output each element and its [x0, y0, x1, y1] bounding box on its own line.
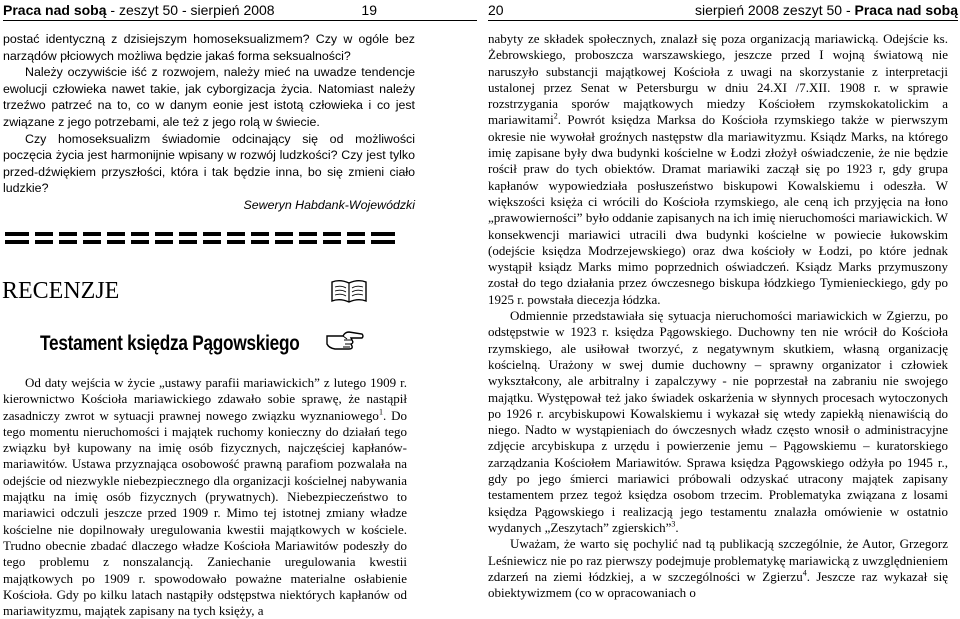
right-header-text — [695, 0, 958, 20]
review-body-right — [488, 31, 948, 601]
left-header-title: Praca nad sobą — [3, 2, 107, 18]
footnote-ref-3[interactable]: 3 — [671, 519, 676, 529]
essay-paragraph-1: postać identyczną z dzisiejszym homoseksualizmem? Czy w ogóle bez narządów płciowych możliwa będzie jakaś forma seksualności? — [3, 32, 415, 63]
left-page-number: 19 — [361, 2, 377, 18]
footnote-ref-4[interactable]: 4 — [802, 568, 807, 578]
right-header-title: Praca nad sobą — [854, 2, 958, 18]
essay-paragraph-2: Należy oczywiście iść z rozwojem, należy mieć na uwadze tendencje ewolucji człowieka nawet takie, jak cyborgizacja życia. Natomiast należy trzeźwo patrzeć na to, co w danym eonie jest istotą człowieka i co jest związane z jego potrzebami, ale też z jego rolą w świecie. — [3, 65, 415, 129]
essay-signature: Seweryn Habdank-Wojewódzki — [243, 197, 415, 212]
review-body-left — [3, 375, 407, 619]
left-header-issue: - zeszyt 50 - sierpień 2008 — [110, 2, 275, 18]
review-paragraph-right-3 — [488, 536, 948, 601]
section-label: RECENZJE — [2, 278, 120, 304]
right-p2-text-b: . — [675, 519, 679, 535]
right-p1-text-b: . Powrót księdza Marksa do Kościoła rzymskiego także w pierwszym okresie nie wywołał groźnych następstw dla mariawityzmu. Ksiądz Marks, na którego imię zapisane były dwa budynki kościelne w Łodzi złożył oświadczenie, że nie będzie rościł praw do tych obiektów. Dramat mariawiki zaczął się po 1923 r, gdy grupa kapłanów wypowiedziała posłuszeństwo biskupowi Kowalskiemu i odeszła. W większości księża ci wrócili do Kościoła rzymskiego, ale ceną ich przyjęcia na łono „prawowierności” było oddanie zapisanych na ich imię nieruchomości mariawickich. W konsekwencji mariawici utracili dwa budynki kościelne w powiecie łukowskim (odejście księdza Modrzejewskiego) oraz dwa kościoły w Łodzi, po które jednak wystąpił ksiądz Marks mimo poprzednich oświadczeń. Ksiądz Marks przymuszony został do tego działania przez ówczesnego biskupa łódzkiego Tymienieckiego, gdy po 1925 r. powstała diecezja łódzka. — [488, 112, 948, 307]
review-paragraph-right-1 — [488, 31, 948, 308]
right-page-number: 20 — [488, 2, 504, 18]
review-text-1: Od daty wejścia w życie „ustawy parafii mariawickich” z lutego 1909 r. kierownictwo Kościoła mariawickiego zdawało sobie sprawę, że nastąpił zasadniczy zwrot w sytuacji prawnej nowego związku wyznaniowego — [3, 375, 407, 423]
footnote-ref-1[interactable]: 1 — [378, 407, 383, 417]
review-title: Testament księdza Pągowskiego — [40, 332, 300, 355]
left-header-text — [3, 0, 275, 20]
right-header-issue: sierpień 2008 zeszyt 50 - — [694, 2, 851, 18]
footnote-ref-2[interactable]: 2 — [553, 112, 558, 122]
review-paragraph-1 — [3, 375, 407, 619]
pointing-hand-icon — [325, 327, 365, 353]
right-page — [480, 0, 960, 601]
right-p3-text-b: . Jeszcze raz wykazał się obiektywizmem (co w opracowaniach o — [488, 568, 948, 601]
left-page-header — [3, 0, 477, 21]
right-p3-text-a: Uważam, że warto się pochylić nad tą publikacją szczególnie, że Autor, Grzegorz Leśniewicz nie po raz pierwszy podejmuje problematykę mariawicką z uwzględnieniem zdarzeń na ziemi łódzkiej, a w szczególności w Zgierzu — [488, 536, 948, 584]
review-text-2: . Do tego momentu nieruchomości i majątek ruchomy konieczny do działań tego związku był kupowany na imię osób fizycznych, najczęściej kapłanów-mariawitów. Ustawa przyznająca osobowość prawną parafiom pozwalała na odejście od niezwykle niebezpiecznego dla organizacji kościelnej nabywania majątku na imię osób fizycznych (prywatnych). Niebezpieczeństwo to mariawici odczuli jeszcze przed 1909 r. Mimo tej istotnej zmiany władze kościelne nie dopilnowały uregulowania kwestii majątkowych w kościele. Trudno obecnie zbadać dlaczego władze Kościoła Mariawitów podeszły do tego problemu z nonszalancją. Zaniechanie uregulowania kwestii majątkowych po 1909 r. spowodowało poważne materialne osłabienie Kościoła. Gdy po kilku latach nastąpiły odstępstwa niektórych kapłanów od mariawityzmu, majątek zapisany na tych księży, a — [3, 407, 407, 619]
essay-ending — [3, 31, 415, 214]
right-page-header — [488, 0, 958, 21]
right-p2-text-a: Odmiennie przedstawiała się sytuacja nieruchomości mariawickich w Zgierzu, po odstępstwie w 1923 r. księdza Pągowskiego. Duchowny ten nie wrócił do Kościoła rzymskiego, ale usiłował tworzyć, z negatywnym skutkiem, własną organizację kościelną. Urażony w swej dumie duchowny – sprawny organizator i człowiek wykształcony, ale arbitralny i zapalczywy - nie poprzestał na zabraniu nie swojego majątku. Występował też jako świadek oskarżenia w słynnych procesach wytoczonych po 1926 r. arcybiskupowi Kowalskiemu i wykazał się wtedy zapiekłą nienawiścią do niego. Nadto w wystąpieniach do ówczesnych władz często wnosił o administracyjne zdjęcie arcybiskupa z urzędu i powierzenie jemu – Pągowskiemu – kuratorskiego zarządzania Kościołem Mariawitów. Sprawa księdza Pągowskiego odżyła po 1945 r., gdy po jego śmierci mariawici próbowali odzyskać utracony majątek zapisany testamentem przez tegoż księdza osobom trzecim. Problematyka związana z losami księdza Pągowskiego i realizacją jego testamentu znalazła omówienie w ostatnio wydanych „Zeszytach” zgierskich” — [488, 308, 948, 535]
right-p1-text-a: nabyty ze składek społecznych, znalazł się poza organizacją mariawicką. Odejście ks. Żebrowskiego, proboszcza warszawskiego, jeszcze przed I wojną światową nie naruszyło substancji majątkowej Kościoła z uwagi na skorzystanie z interpretacji ustalonej przez Senat w Petersburgu w dniu 24.XI /7.XII. 1908 r. w sprawie rozstrzygania sporów majątkowych miedzy Kościołem rzymskokatolickim a mariawitami — [488, 31, 948, 128]
section-separator — [5, 232, 395, 248]
essay-paragraph-3: Czy homoseksualizm świadomie odcinający się od możliwości poczęcia życia jest harmonijnie wpisany w rozwój ludzkości? Czy jest tylko przed-dźwiękiem przyszłości, która i tak będzie inna, bo się zmieni ciało ludzkie? — [3, 131, 415, 196]
open-book-icon — [330, 278, 368, 304]
review-paragraph-right-2 — [488, 308, 948, 536]
